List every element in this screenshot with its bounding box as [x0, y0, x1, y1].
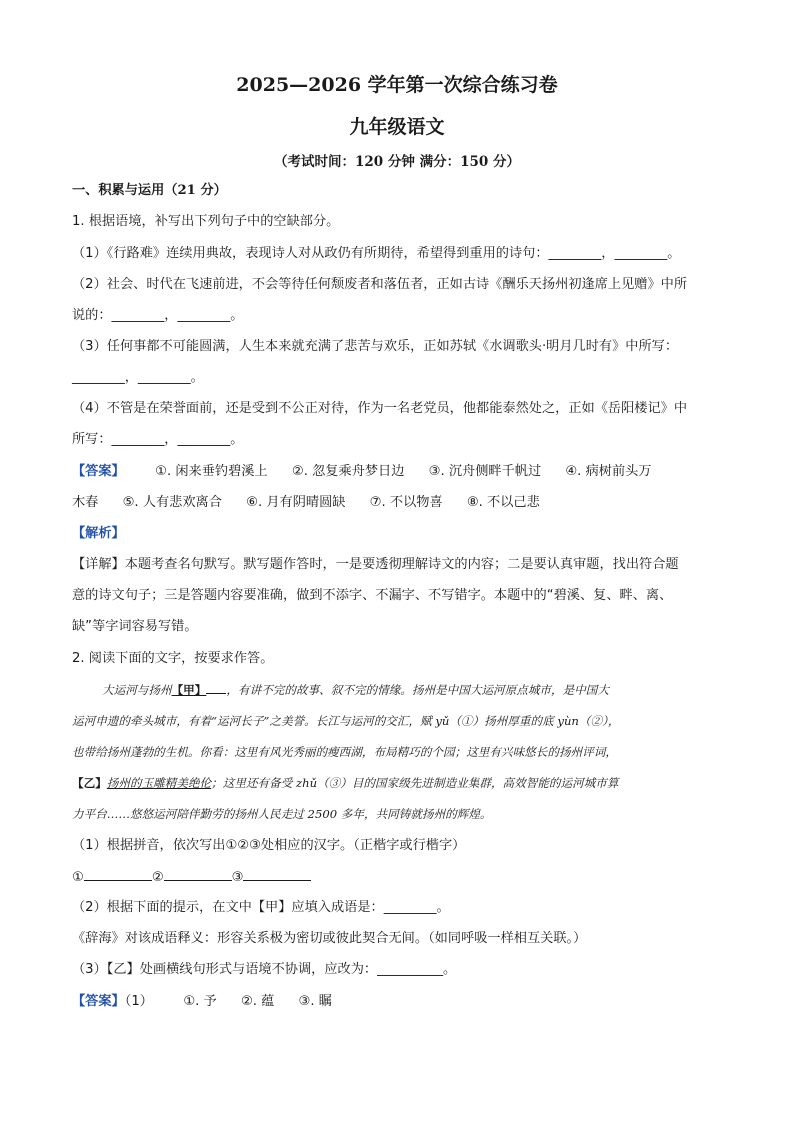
answer-item: ⑦. 不以物喜: [369, 495, 443, 510]
answer-item: ③. 沉舟侧畔千帆过: [428, 464, 542, 479]
passage-line1: 大运河与扬州【甲】 ，有讲不完的故事、叙不完的情缘。扬州是中国大运河原点城市，是中国大: [102, 680, 762, 700]
q1-detail-line1: 【详解】本题考查名句默写。默写题作答时，一是要透彻理解诗文的内容；二是要认真审题，找出符合题: [72, 557, 679, 572]
q1-detail-line2: 意的诗文句子；三是答题内容要准确，做到不添字、不漏字、不写错字。本题中的“碧溪、复、畔、离、: [72, 588, 673, 603]
answer-label: 【答案】: [72, 464, 125, 479]
answer-blank[interactable]: [164, 867, 232, 881]
answer-item: ⑧. 不以己悲: [466, 495, 540, 510]
answer-item: ②. 忽复乘舟梦日边: [291, 464, 405, 479]
answer-blank[interactable]: [84, 867, 152, 881]
q1-part2-line1: （2）社会、时代在飞速前进，不会等待任何颓废者和落伍者，正如古诗《酬乐天扬州初逢席上见赠》中所: [72, 277, 688, 292]
q1-detail-line3: 缺”等字词容易写错。: [72, 619, 198, 634]
q2-sub3: （3）【乙】处画横线句形式与语境不协调，应改为：__________。: [72, 962, 457, 977]
q1-part4-line1: （4）不管是在荣誉面前，还是受到不公正对待，作为一名老党员，他都能泰然处之，正如《岳阳楼记》中: [72, 401, 688, 416]
q2-sub2: （2）根据下面的提示，在文中【甲】应填入成语是：________。: [72, 900, 450, 915]
exam-subtitle: 九年级语文: [349, 116, 445, 138]
q1-part2-line2: 说的：________，________。: [72, 308, 244, 323]
q1-stem: 1. 根据语境，补写出下列句子中的空缺部分。: [72, 214, 340, 229]
answer-item: ⑤. 人有悲欢离合: [122, 495, 222, 510]
q1-part4-line2: 所写：________，________。: [72, 432, 244, 447]
q1-part3-line1: （3）任何事都不可能圆满，人生本来就充满了悲苦与欢乐，正如苏轼《水调歌头·明月几时有》中所写：: [72, 339, 679, 354]
q1-answer-line2: [72, 493, 732, 513]
answer-item: ②. 蕴: [240, 994, 275, 1009]
passage-line4: 【乙】扬州的玉雕精美绝伦；这里还有备受 zhǔ（③）目的国家级先进制造业集群，高效智能的运河城市算: [72, 776, 619, 790]
answer-item: 木春: [72, 495, 99, 510]
answer-item: ①. 予: [183, 994, 217, 1009]
q2-sub1: （1）根据拼音，依次写出①②③处相应的汉字。（正楷字或行楷字）: [72, 838, 466, 853]
passage-line5: 力平台……悠悠运河陪伴勤劳的扬州人民走过 2500 多年，共同铸就扬州的辉煌。: [72, 807, 492, 821]
q2-sub2-hint: 《辞海》对该成语释义：形容关系极为密切或彼此契合无间。（如同呼吸一样相互关联。）: [72, 931, 587, 946]
answer-item: ③. 瞩: [298, 994, 332, 1009]
q1-part1: （1）《行路难》连续用典故，表现诗人对从政仍有所期待，希望得到重用的诗句：________，________。: [72, 246, 681, 261]
passage-line3: 也带给扬州蓬勃的生机。你看：这里有风光秀丽的瘦西湖，布局精巧的个园；这里有兴味悠长的扬州评词，: [72, 745, 617, 759]
q2-stem: 2. 阅读下面的文字，按要求作答。: [72, 651, 274, 666]
q1-answer-line1: [72, 462, 732, 482]
q2-sub1-blanks: ① ② ③: [72, 867, 732, 888]
mark-yi: 【乙】: [72, 776, 107, 790]
analysis-label: 【解析】: [72, 526, 125, 541]
underlined-sentence: 扬州的玉雕精美绝伦: [106, 776, 212, 790]
answer-label: 【答案】: [72, 994, 125, 1009]
exam-info: （考试时间：120 分钟 满分：150 分）: [274, 154, 520, 170]
answer-item: ④. 病树前头万: [565, 464, 652, 479]
q1-part3-line2: ________，________。: [72, 370, 204, 385]
answer-item: ⑥. 月有阴晴圆缺: [246, 495, 346, 510]
answer-item: ①. 闲来垂钓碧溪上: [155, 464, 268, 479]
section-heading: 一、积累与运用（21 分）: [72, 183, 227, 198]
exam-title: 2025—2026 学年第一次综合练习卷: [236, 74, 558, 96]
passage-line2: 运河申遗的牵头城市，有着“运河长子”之美誉。长江与运河的交汇，赋 yǔ（①）扬州厚重的底 yùn（②），: [72, 714, 620, 728]
blank-jia: 【甲】: [171, 683, 207, 697]
q2-answer-line: 【答案】（1） ①. 予 ②. 蕴 ③. 瞩: [72, 994, 332, 1009]
answer-blank[interactable]: [243, 867, 311, 881]
